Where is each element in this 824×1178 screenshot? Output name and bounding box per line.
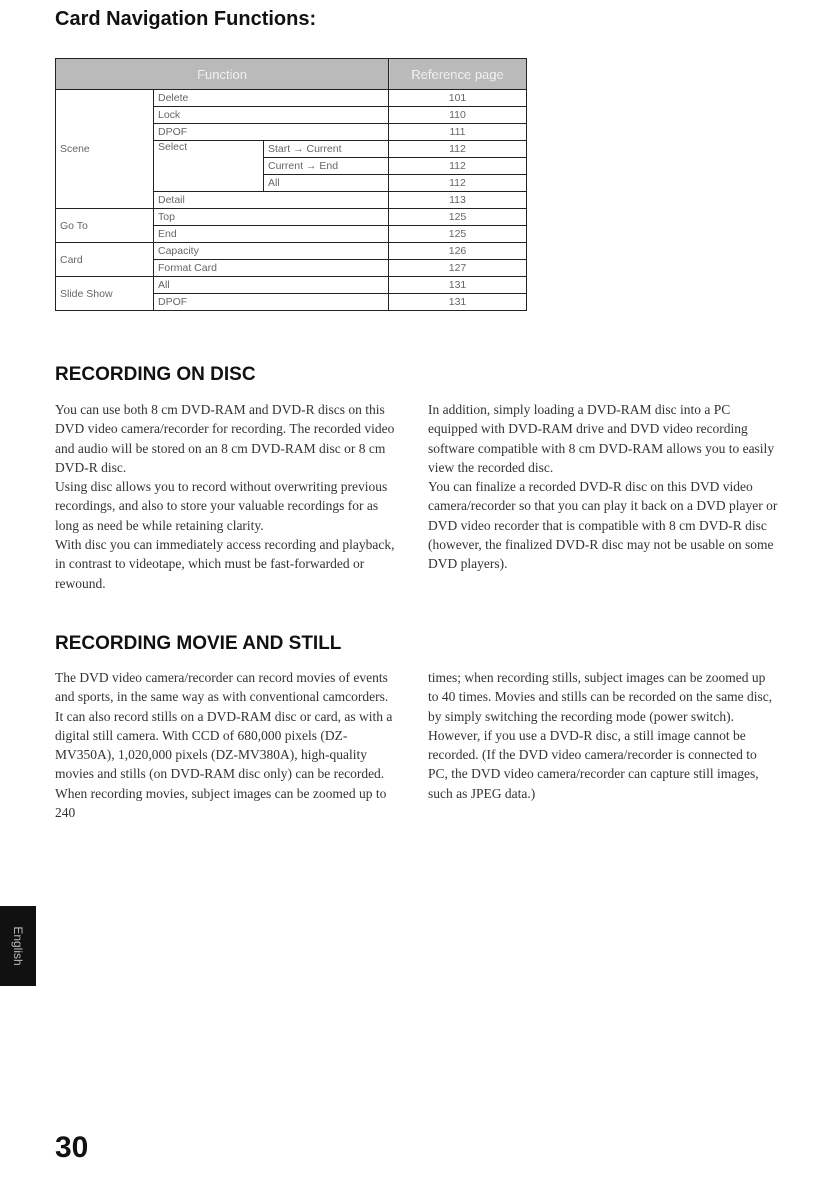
paragraph: You can finalize a recorded DVD-R disc on this DVD video camera/recorder so that you can play it back on a DVD player or DVD video recorder that is compatible with 8 cm DVD-R disc (however, the finalized DVD-R disc may not be usable on some DVD players). <box>428 479 778 572</box>
card-navigation-table <box>55 58 527 311</box>
disc-text-right-column <box>428 400 778 574</box>
group-scene: Scene <box>56 90 154 209</box>
group-go-to: Go To <box>56 209 154 243</box>
page-ref: 131 <box>389 277 527 294</box>
function-format-card: Format Card <box>154 260 389 277</box>
function-top: Top <box>154 209 389 226</box>
function-end: End <box>154 226 389 243</box>
function-select: Select <box>154 141 264 192</box>
paragraph: Using disc allows you to record without overwriting previous recordings, and also to store your valuable recordings for as long as need be while retaining clarity. <box>55 479 388 533</box>
group-slide-show: Slide Show <box>56 277 154 311</box>
function-current-end: Current → End <box>264 158 389 175</box>
paragraph: It can also record stills on a DVD-RAM disc or card, as with a digital still camera. With CCD of 680,000 pixels (DZ-MV350A), 1,020,000 pixels (DZ-MV380A), high-quality movies and stills (on DVD-RAM disc only) can be recorded. When recording movies, subject images can be zoomed up to 240 <box>55 708 393 821</box>
page-number: 30 <box>55 1131 89 1164</box>
disc-text-left-column <box>55 400 405 593</box>
section-heading-recording-on-disc: RECORDING ON DISC <box>55 364 256 385</box>
paragraph: You can use both 8 cm DVD-RAM and DVD-R discs on this DVD video camera/recorder for recording. The recorded video and audio will be stored on an 8 cm DVD-RAM disc or 8 cm DVD-R disc. <box>55 402 395 475</box>
function-capacity: Capacity <box>154 243 389 260</box>
page-ref: 111 <box>389 124 527 141</box>
paragraph: With disc you can immediately access recording and playback, in contrast to videotape, which must be fast-forwarded or rewound. <box>55 537 395 591</box>
page-ref: 113 <box>389 192 527 209</box>
header-reference-page: Reference page <box>389 59 527 90</box>
group-card: Card <box>56 243 154 277</box>
page-ref: 112 <box>389 158 527 175</box>
table-row <box>56 90 527 107</box>
page-ref: 125 <box>389 209 527 226</box>
function-lock: Lock <box>154 107 389 124</box>
page-ref: 131 <box>389 294 527 311</box>
movie-text-left-column <box>55 668 405 822</box>
function-delete: Delete <box>154 90 389 107</box>
page-title: Card Navigation Functions: <box>55 8 317 30</box>
function-detail: Detail <box>154 192 389 209</box>
language-label: English <box>11 926 25 966</box>
paragraph: The DVD video camera/recorder can record movies of events and sports, in the same way as with conventional camcorders. <box>55 670 389 705</box>
paragraph: In addition, simply loading a DVD-RAM disc into a PC equipped with DVD-RAM drive and DVD video recording software compatible with 8 cm DVD-RAM allows you to easily view the recorded disc. <box>428 402 775 475</box>
function-slideshow-all: All <box>154 277 389 294</box>
page-ref: 126 <box>389 243 527 260</box>
table-header-row <box>56 59 527 90</box>
page-ref: 101 <box>389 90 527 107</box>
table-row <box>56 277 527 294</box>
paragraph: times; when recording stills, subject images can be zoomed up to 40 times. Movies and stills can be recorded on the same disc, by simply switching the recording mode (power switch). However, if you use a DVD-R disc, a still image cannot be recorded. (If the DVD video camera/recorder is connected to PC, the DVD video camera/recorder can capture still images, such as JPEG data.) <box>428 670 773 801</box>
table-row <box>56 209 527 226</box>
page-ref: 112 <box>389 175 527 192</box>
header-function: Function <box>56 59 389 90</box>
function-start-current: Start → Current <box>264 141 389 158</box>
function-dpof: DPOF <box>154 124 389 141</box>
section-heading-recording-movie-and-still: RECORDING MOVIE AND STILL <box>55 633 342 654</box>
language-side-tab <box>0 906 36 986</box>
page-ref: 127 <box>389 260 527 277</box>
function-slideshow-dpof: DPOF <box>154 294 389 311</box>
page-ref: 125 <box>389 226 527 243</box>
function-all: All <box>264 175 389 192</box>
movie-text-right-column <box>428 668 778 803</box>
page-ref: 112 <box>389 141 527 158</box>
page-ref: 110 <box>389 107 527 124</box>
table-row <box>56 243 527 260</box>
